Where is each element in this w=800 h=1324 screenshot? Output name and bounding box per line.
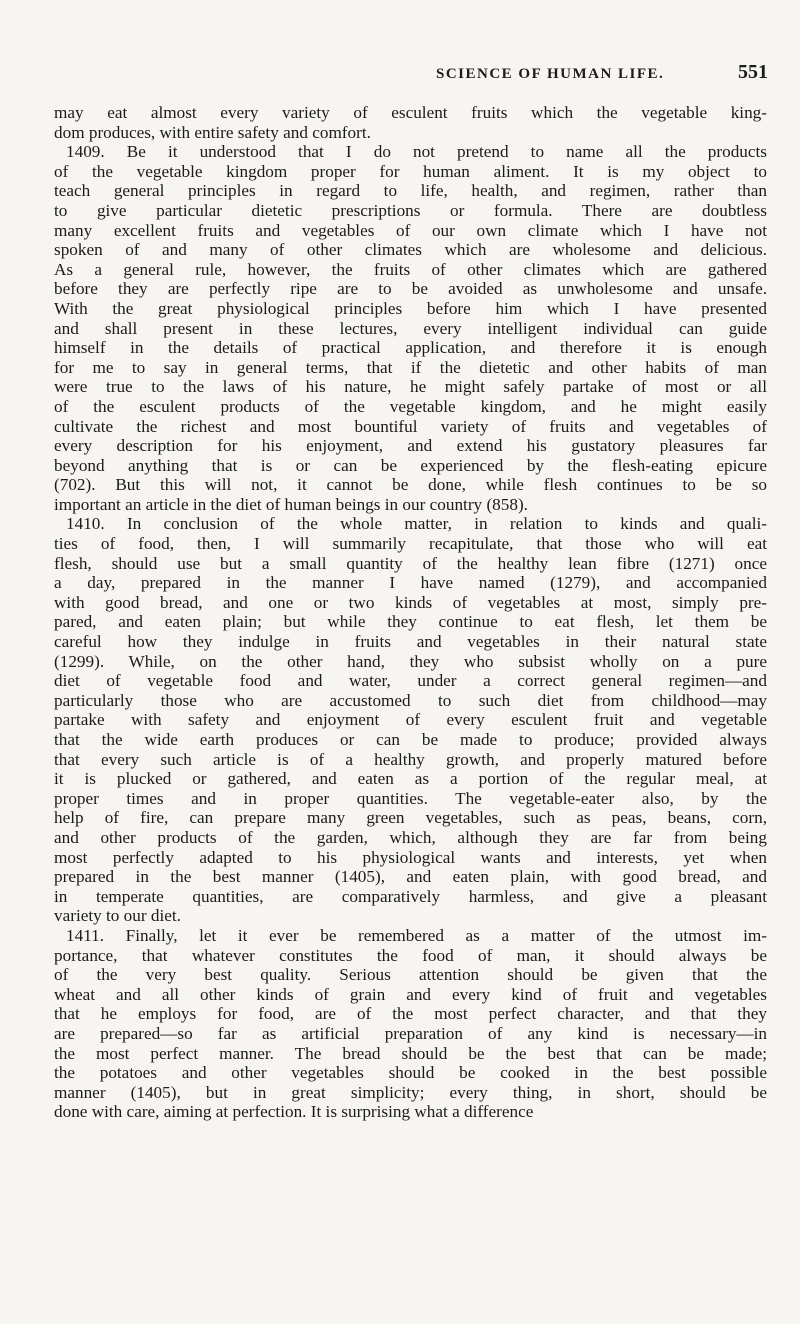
text-line: 1411. Finally, let it ever be remembered as a matter of the utmost im-: [66, 925, 767, 945]
text-line: careful how they indulge in fruits and vegetables in their natural state: [54, 632, 767, 652]
text-line: of the esculent products of the vegetable kingdom, and he might easily: [54, 396, 767, 416]
text-line: every description for his enjoyment, and extend his gustatory pleasures far: [54, 436, 767, 456]
text-line: before they are perfectly ripe are to be avoided as unwholesome and unsafe.: [54, 279, 767, 299]
text-line: done with care, aiming at perfection. It is surprising what a difference: [54, 1102, 534, 1122]
text-line: were true to the laws of his nature, he might safely partake of most or all: [54, 377, 767, 397]
text-line: (1299). While, on the other hand, they who subsist wholly on a pure: [54, 651, 767, 671]
text-line: diet of vegetable food and water, under a correct general regimen—and: [54, 671, 767, 691]
text-line: 1410. In conclusion of the whole matter, in relation to kinds and quali-: [66, 514, 767, 534]
text-line: most perfectly adapted to his physiological wants and interests, yet when: [54, 847, 767, 867]
text-line: (702). But this will not, it cannot be done, while flesh continues to be so: [54, 475, 767, 495]
text-line: it is plucked or gathered, and eaten as a portion of the regular meal, at: [54, 769, 767, 789]
text-line: variety to our diet.: [54, 906, 181, 926]
text-line: dom produces, with entire safety and comfort.: [54, 122, 371, 142]
text-line: that he employs for food, are of the most perfect character, and that they: [54, 1004, 767, 1024]
text-line: help of fire, can prepare many green vegetables, such as peas, beans, corn,: [54, 808, 767, 828]
text-line: pared, and eaten plain; but while they continue to eat flesh, let them be: [54, 612, 767, 632]
text-line: in temperate quantities, are comparatively harmless, and give a pleasant: [54, 886, 767, 906]
paragraph: [54, 142, 767, 514]
text-line: may eat almost every variety of esculent fruits which the vegetable king-: [54, 103, 767, 122]
text-line: with good bread, and one or two kinds of vegetables at most, simply pre-: [54, 592, 767, 612]
text-line: important an article in the diet of human beings in our country (858).: [54, 494, 528, 514]
text-line: and other products of the garden, which, although they are far from being: [54, 827, 767, 847]
paragraph: [54, 926, 767, 1122]
text-line: teach general principles in regard to life, health, and regimen, rather than: [54, 181, 767, 201]
text-line: for me to say in general terms, that if the dietetic and other habits of man: [54, 357, 767, 377]
text-line: partake with safety and enjoyment of every esculent fruit and vegetable: [54, 710, 767, 730]
text-line: particularly those who are accustomed to such diet from childhood—may: [54, 690, 767, 710]
text-line: to give particular dietetic prescriptions or formula. There are doubtless: [54, 200, 767, 220]
text-line: of the very best quality. Serious attention should be given that the: [54, 965, 767, 985]
running-title: SCIENCE OF HUMAN LIFE.: [436, 66, 665, 82]
paragraph: [54, 514, 767, 925]
text-line: and shall present in these lectures, every intelligent individual can guide: [54, 318, 767, 338]
text-line: As a general rule, however, the fruits of other climates which are gathered: [54, 259, 767, 279]
text-line: ties of food, then, I will summarily recapitulate, that those who will eat: [54, 534, 767, 554]
paragraph: [54, 103, 767, 142]
text-line: 1409. Be it understood that I do not pretend to name all the products: [66, 142, 767, 162]
text-line: proper times and in proper quantities. The vegetable-eater also, by the: [54, 788, 767, 808]
text-line: many excellent fruits and vegetables of our own climate which I have not: [54, 220, 767, 240]
text-line: the potatoes and other vegetables should be cooked in the best possible: [54, 1063, 767, 1083]
text-line: prepared in the best manner (1405), and eaten plain, with good bread, and: [54, 867, 767, 887]
text-line: portance, that whatever constitutes the food of man, it should always be: [54, 945, 767, 965]
text-line: himself in the details of practical application, and therefore it is enough: [54, 338, 767, 358]
text-line: With the great physiological principles before him which I have presented: [54, 298, 767, 318]
body-text: [54, 103, 767, 1122]
text-line: beyond anything that is or can be experienced by the flesh-eating epicure: [54, 455, 767, 475]
text-line: are prepared—so far as artificial preparation of any kind is necessary—in: [54, 1023, 767, 1043]
text-line: cultivate the richest and most bountiful variety of fruits and vegetables of: [54, 416, 767, 436]
text-line: that the wide earth produces or can be made to produce; provided always: [54, 730, 767, 749]
text-line: manner (1405), but in great simplicity; every thing, in short, should be: [54, 1082, 767, 1102]
page-number: 551: [738, 61, 768, 83]
text-line: a day, prepared in the manner I have named (1279), and accompanied: [54, 573, 767, 593]
text-line: spoken of and many of other climates which are wholesome and delicious.: [54, 240, 767, 260]
text-line: of the vegetable kingdom proper for human aliment. It is my object to: [54, 161, 767, 181]
text-line: wheat and all other kinds of grain and every kind of fruit and vegetables: [54, 984, 767, 1004]
text-line: flesh, should use but a small quantity of the healthy lean fibre (1271) once: [54, 553, 767, 573]
running-head: [0, 61, 800, 96]
text-line: the most perfect manner. The bread should be the best that can be made;: [54, 1043, 767, 1063]
text-line: that every such article is of a healthy growth, and properly matured before: [54, 749, 767, 769]
